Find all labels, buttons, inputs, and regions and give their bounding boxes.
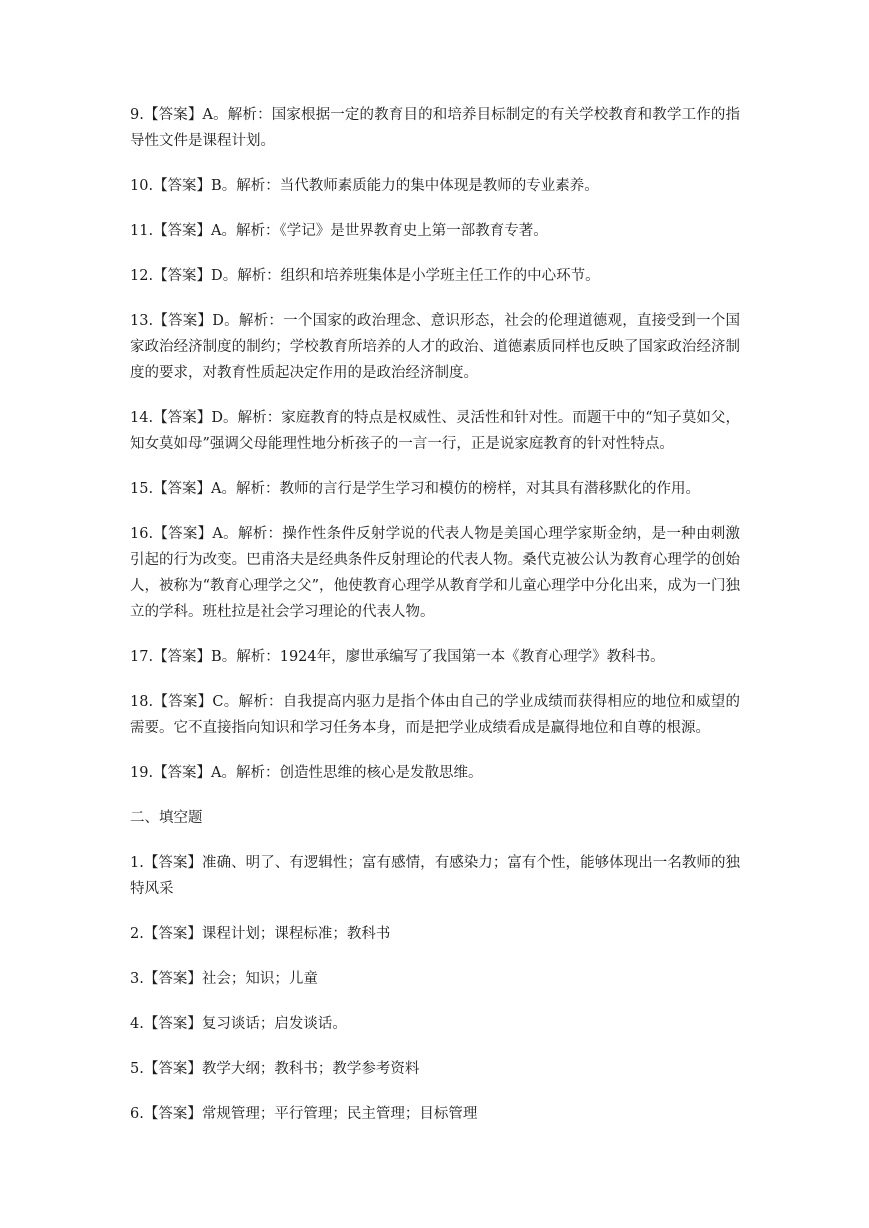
answer-text: 【答案】准确、明了、有逻辑性；富有感情，有感染力；富有个性，能够体现出一名教师的独特风采 [130,855,740,897]
answer-text: 【答案】A。解析：《学记》是世界教育史上第一部教育专著。 [153,223,548,239]
answer-paragraph [130,921,740,947]
answer-number: 11. [130,223,154,239]
answer-number: 16. [130,526,154,542]
answer-paragraph [130,966,740,992]
answer-text: 【答案】A。解析：操作性条件反射学说的代表人物是美国心理学家斯金纳，是一种由刺激引起的行为改变。巴甫洛夫是经典条件反射理论的代表人物。桑代克被公认为教育心理学的创始人，被称为“教育心理学之父”，他使教育心理学从教育学和儿童心理学中分化出来，成为一门独立的学科。班杜拉是社会学习理论的代表人物。 [130,526,740,620]
answer-number: 12. [130,268,154,284]
answer-text: 【答案】教学大纲；教科书；教学参考资料 [143,1061,420,1077]
answer-content [130,102,740,1146]
answer-text: 【答案】D。解析：家庭教育的特点是权威性、灵活性和针对性。而题干中的“知子莫如父，知女莫如母”强调父母能理性地分析孩子的一言一行，正是说家庭教育的针对性特点。 [130,410,740,452]
answer-number: 5. [130,1061,144,1077]
answer-paragraph [130,263,740,289]
answer-paragraph [130,102,740,154]
answer-text: 【答案】常规管理；平行管理；民主管理；目标管理 [143,1106,478,1122]
answer-paragraph [130,760,740,786]
answer-paragraph [130,1101,740,1127]
answer-number: 2. [130,926,144,942]
answer-text: 【答案】A。解析：国家根据一定的教育目的和培养目标制定的有关学校教育和教学工作的指导性文件是课程计划。 [130,107,740,149]
answer-paragraph [130,405,740,457]
answer-number: 6. [130,1106,144,1122]
answer-paragraph [130,689,740,741]
answer-text: 【答案】课程计划；课程标准；教科书 [143,926,391,942]
answer-text: 【答案】C。解析：自我提高内驱力是指个体由自己的学业成绩而获得相应的地位和威望的需要。它不直接指向知识和学习任务本身，而是把学业成绩看成是赢得地位和自尊的根源。 [130,694,740,736]
answer-paragraph [130,218,740,244]
answer-number: 4. [130,1016,144,1032]
answer-text: 【答案】B。解析：当代教师素质能力的集中体现是教师的专业素养。 [153,178,599,194]
answer-text: 【答案】B。解析：1924年，廖世承编写了我国第一本《教育心理学》教科书。 [153,649,665,665]
answer-number: 9. [130,107,144,123]
answer-paragraph [130,850,740,902]
answer-number: 19. [130,765,154,781]
answer-number: 10. [130,178,154,194]
answer-paragraph [130,1011,740,1037]
answer-text: 【答案】D。解析：一个国家的政治理念、意识形态，社会的伦理道德观，直接受到一个国家政治经济制度的制约；学校教育所培养的人才的政治、道德素质同样也反映了国家政治经济制度的要求，对教育性质起决定作用的是政治经济制度。 [130,313,740,381]
answer-number: 18. [130,694,154,710]
answer-text: 【答案】D。解析：组织和培养班集体是小学班主任工作的中心环节。 [153,268,600,284]
answer-number: 17. [130,649,154,665]
section-title: 二、填空题 [130,810,203,826]
answer-paragraph [130,1056,740,1082]
answer-paragraph [130,644,740,670]
answer-paragraph [130,173,740,199]
answer-number: 1. [130,855,144,871]
answer-text: 【答案】复习谈话；启发谈话。 [143,1016,347,1032]
answer-number: 14. [130,410,154,426]
answer-paragraph [130,476,740,502]
answer-number: 13. [130,313,154,329]
answer-text: 【答案】A。解析：创造性思维的核心是发散思维。 [153,765,483,781]
answer-number: 15. [130,481,154,497]
answer-paragraph [130,521,740,625]
answer-number: 3. [130,971,144,987]
answer-paragraph [130,308,740,386]
answer-text: 【答案】社会；知识；儿童 [143,971,318,987]
answer-text: 【答案】A。解析：教师的言行是学生学习和模仿的榜样，对其具有潜移默化的作用。 [153,481,701,497]
